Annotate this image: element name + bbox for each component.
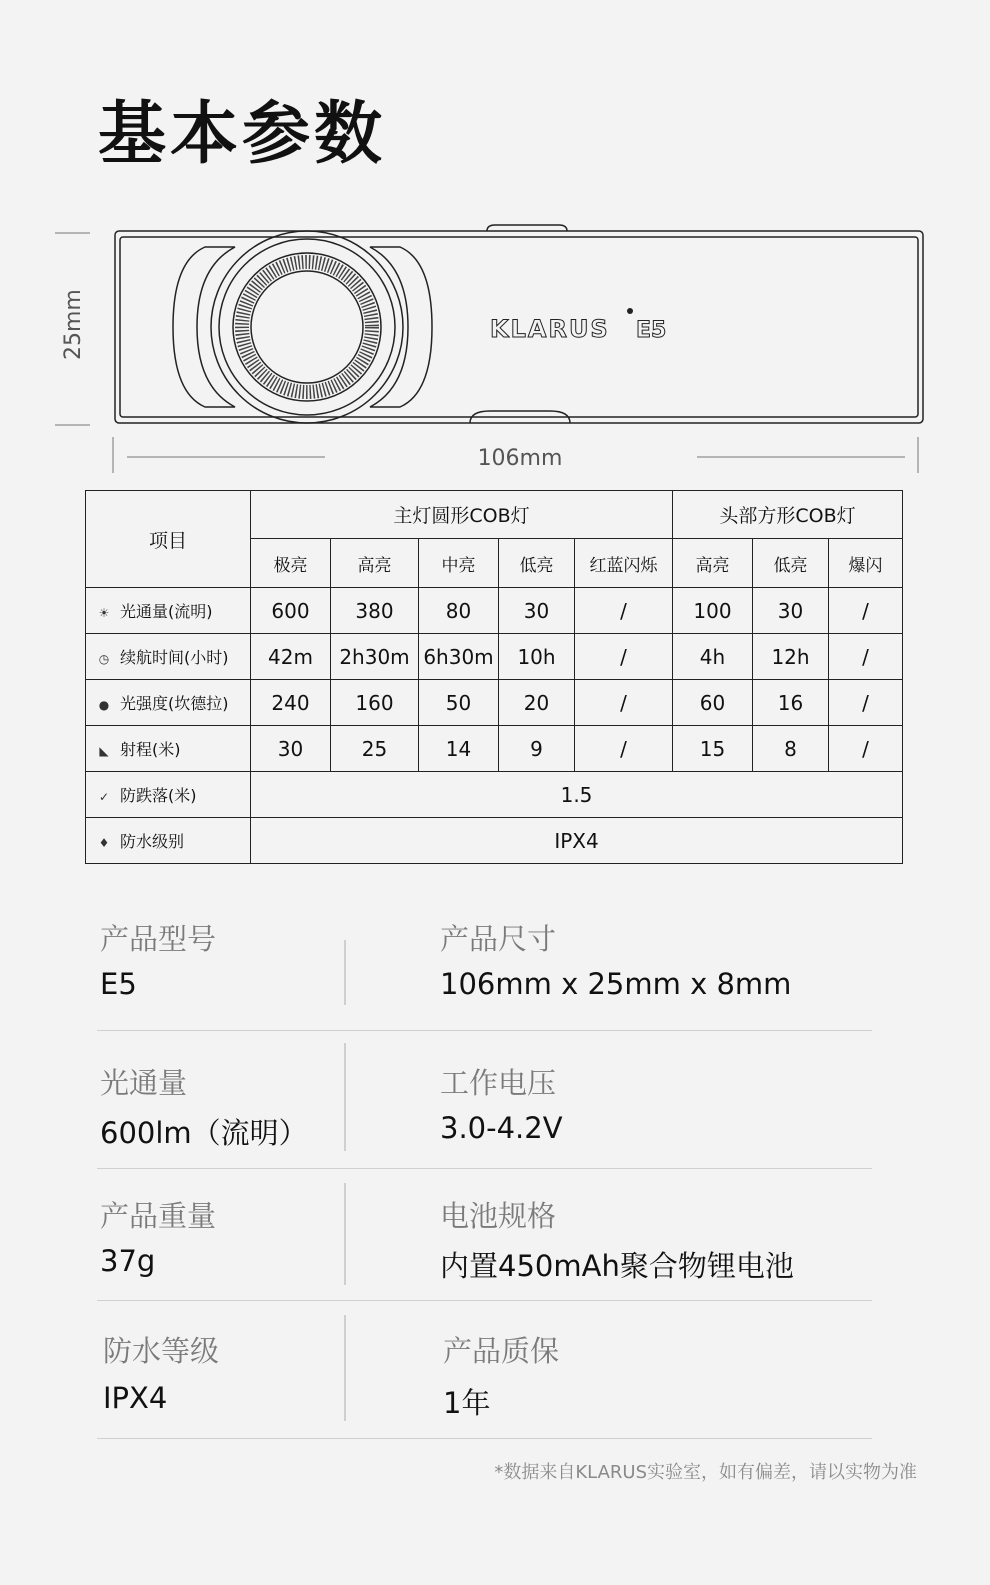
table-cell: IPX4	[251, 818, 903, 864]
mode-header: 低亮	[499, 539, 575, 588]
table-cell: 16	[753, 680, 829, 726]
info-label: 产品型号	[100, 922, 217, 956]
table-cell: 14	[419, 726, 499, 772]
row-label: ✓ 防跌落(米)	[86, 772, 251, 818]
table-cell: /	[829, 680, 903, 726]
table-cell: 4h	[673, 634, 753, 680]
info-value: 106mm x 25mm x 8mm	[440, 967, 792, 1001]
table-row	[86, 726, 903, 772]
table-row	[86, 772, 903, 818]
table-cell: 1.5	[251, 772, 903, 818]
info-value: 内置450mAh聚合物锂电池	[440, 1249, 794, 1283]
svg-text:KLARUS: KLARUS	[490, 315, 610, 343]
table-row	[86, 634, 903, 680]
table-cell: 9	[499, 726, 575, 772]
table-cell: 12h	[753, 634, 829, 680]
table-cell: /	[575, 680, 673, 726]
info-label: 光通量	[100, 1066, 188, 1100]
intensity-icon: ●	[98, 698, 110, 712]
table-cell: 380	[331, 588, 419, 634]
table-cell: /	[829, 634, 903, 680]
info-label: 产品重量	[100, 1199, 217, 1233]
disclaimer-note: *数据来自KLARUS实验室，如有偏差，请以实物为准	[494, 1462, 917, 1483]
info-value: 3.0-4.2V	[440, 1111, 563, 1145]
table-cell: 600	[251, 588, 331, 634]
mode-header: 极亮	[251, 539, 331, 588]
table-cell: 20	[499, 680, 575, 726]
divider	[344, 1315, 346, 1421]
mode-header: 高亮	[331, 539, 419, 588]
table-cell: 100	[673, 588, 753, 634]
spec-table	[85, 490, 903, 864]
lens-ring	[242, 262, 372, 392]
table-cell: 30	[753, 588, 829, 634]
clock-icon: ◷	[98, 652, 110, 666]
table-cell: /	[829, 726, 903, 772]
row-label: ☀ 光通量(流明)	[86, 588, 251, 634]
info-label: 产品尺寸	[440, 922, 557, 956]
info-value: 1年	[443, 1386, 491, 1420]
table-cell: /	[575, 726, 673, 772]
info-value: 37g	[100, 1244, 156, 1278]
info-value: E5	[100, 967, 137, 1001]
brand-logo	[490, 308, 666, 343]
lumens-icon: ☀	[98, 606, 110, 620]
divider	[344, 940, 346, 1005]
info-grid	[97, 895, 872, 1439]
mode-header: 低亮	[753, 539, 829, 588]
header-main-light: 主灯圆形COB灯	[251, 491, 673, 539]
table-cell: 10h	[499, 634, 575, 680]
mode-header: 高亮	[673, 539, 753, 588]
mode-header: 爆闪	[829, 539, 903, 588]
svg-text:E5: E5	[636, 318, 667, 343]
mode-header: 中亮	[419, 539, 499, 588]
info-row	[97, 1301, 872, 1439]
beam-distance-icon: ◣	[99, 744, 109, 758]
row-label: ◣ 射程(米)	[86, 726, 251, 772]
table-cell: 25	[331, 726, 419, 772]
table-cell: 80	[419, 588, 499, 634]
page-title: 基本参数	[98, 95, 387, 174]
table-cell: 240	[251, 680, 331, 726]
mode-header: 红蓝闪烁	[575, 539, 673, 588]
info-label: 产品质保	[443, 1334, 560, 1368]
table-row	[86, 588, 903, 634]
info-value: IPX4	[103, 1381, 168, 1415]
table-cell: 8	[753, 726, 829, 772]
info-label: 电池规格	[440, 1199, 557, 1233]
table-cell: 6h30m	[419, 634, 499, 680]
table-cell: /	[575, 588, 673, 634]
table-cell: /	[829, 588, 903, 634]
width-label: 106mm	[477, 446, 563, 471]
product-drawing	[0, 215, 990, 480]
table-cell: 42m	[251, 634, 331, 680]
table-cell: 30	[251, 726, 331, 772]
water-icon: ♦	[98, 836, 110, 850]
height-label: 25mm	[61, 289, 86, 360]
header-item: 项目	[86, 491, 251, 588]
table-cell: 50	[419, 680, 499, 726]
table-cell: 60	[673, 680, 753, 726]
row-label: ◷ 续航时间(小时)	[86, 634, 251, 680]
drop-test-icon: ✓	[98, 790, 110, 804]
info-label: 工作电压	[440, 1066, 557, 1100]
info-value: 600lm（流明）	[100, 1116, 308, 1150]
table-cell: 30	[499, 588, 575, 634]
info-row	[97, 895, 872, 1031]
table-cell: /	[575, 634, 673, 680]
table-row	[86, 680, 903, 726]
table-cell: 2h30m	[331, 634, 419, 680]
divider	[344, 1183, 346, 1285]
header-head-light: 头部方形COB灯	[673, 491, 903, 539]
row-label: ♦ 防水级别	[86, 818, 251, 864]
info-label: 防水等级	[103, 1334, 220, 1368]
info-row	[97, 1031, 872, 1169]
table-cell: 160	[331, 680, 419, 726]
info-row	[97, 1169, 872, 1301]
table-cell: 15	[673, 726, 753, 772]
table-row	[86, 818, 903, 864]
row-label: ● 光强度(坎德拉)	[86, 680, 251, 726]
divider	[344, 1043, 346, 1151]
